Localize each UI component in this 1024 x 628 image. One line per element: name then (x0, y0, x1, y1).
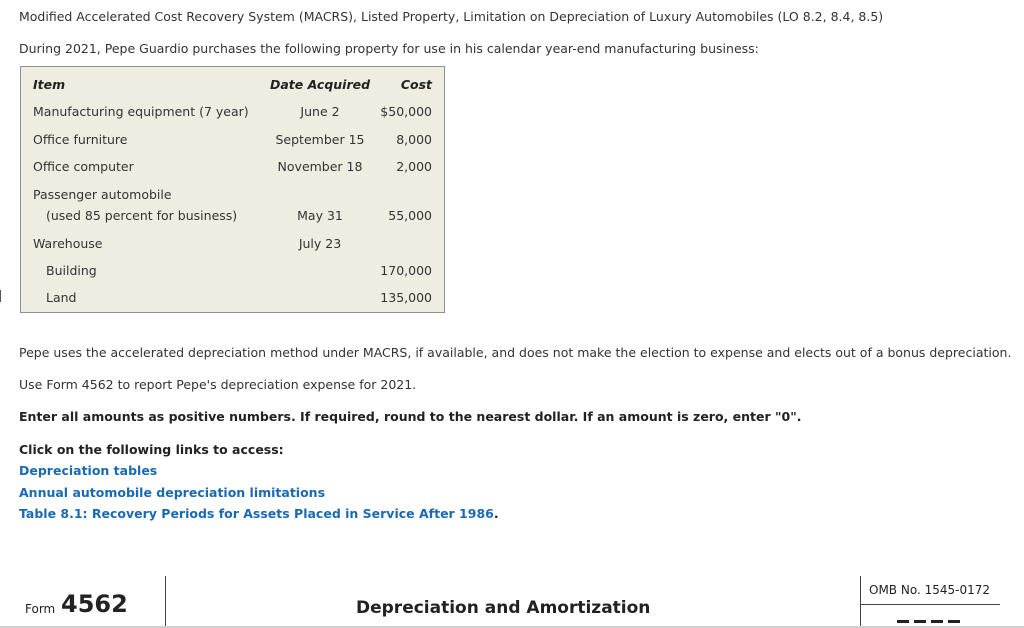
row-cost: $50,000 (380, 104, 432, 119)
row-item: Warehouse (33, 236, 103, 251)
omb-number: OMB No. 1545-0172 (869, 583, 990, 597)
column-header-item: Item (33, 77, 66, 92)
form-divider (860, 576, 861, 628)
row-item: Building (46, 263, 97, 278)
row-cost: 55,000 (388, 208, 432, 223)
page-edge-mark (0, 290, 1, 302)
row-date: June 2 (300, 104, 340, 119)
table-8-1-period: . (493, 506, 499, 521)
form-number: 4562 (61, 590, 128, 618)
links-intro: Click on the following links to access: (19, 442, 284, 457)
column-header-date: Date Acquired (270, 77, 371, 92)
table-8-1-line (19, 506, 499, 521)
row-date: November 18 (277, 159, 363, 174)
row-date: July 23 (298, 236, 342, 251)
form-4562-header (0, 570, 1024, 628)
row-date: May 31 (297, 208, 343, 223)
form-instruction-text: Use Form 4562 to report Pepe's depreciation expense for 2021. (19, 377, 417, 392)
row-item: Manufacturing equipment (7 year) (33, 104, 249, 119)
row-item: Office furniture (33, 132, 128, 147)
row-item: (used 85 percent for business) (46, 208, 238, 223)
method-text: Pepe uses the accelerated depreciation method under MACRS, if available, and does not make the election to expense and elects out of a bonus depreciation. (19, 345, 1012, 360)
intro-text: During 2021, Pepe Guardio purchases the following property for use in his calendar year-end manufacturing business: (19, 41, 759, 56)
row-date: September 15 (275, 132, 365, 147)
row-cost: 135,000 (380, 290, 432, 305)
row-cost: 170,000 (380, 263, 432, 278)
form-title: Depreciation and Amortization (356, 598, 651, 618)
depreciation-tables-link[interactable]: Depreciation tables (19, 463, 158, 478)
problem-heading: Modified Accelerated Cost Recovery System (MACRS), Listed Property, Limitation on Depreciation of Luxury Automobiles (LO 8.2, 8.4, 8.5) (19, 9, 884, 24)
form-divider (165, 576, 166, 628)
row-cost: 8,000 (396, 132, 432, 147)
omb-divider (861, 604, 1000, 605)
row-item: Office computer (33, 159, 134, 174)
property-table (20, 66, 445, 313)
row-item: Passenger automobile (33, 187, 172, 202)
table-8-1-link[interactable]: Table 8.1: Recovery Periods for Assets Placed in Service After 1986 (19, 506, 494, 521)
column-header-cost: Cost (400, 77, 432, 92)
row-item: Land (46, 290, 77, 305)
row-cost: 2,000 (396, 159, 432, 174)
entry-instructions: Enter all amounts as positive numbers. If required, round to the nearest dollar. If an amount is zero, enter "0". (19, 409, 802, 424)
form-label: Form (25, 602, 56, 616)
auto-limits-link[interactable]: Annual automobile depreciation limitations (19, 485, 326, 500)
